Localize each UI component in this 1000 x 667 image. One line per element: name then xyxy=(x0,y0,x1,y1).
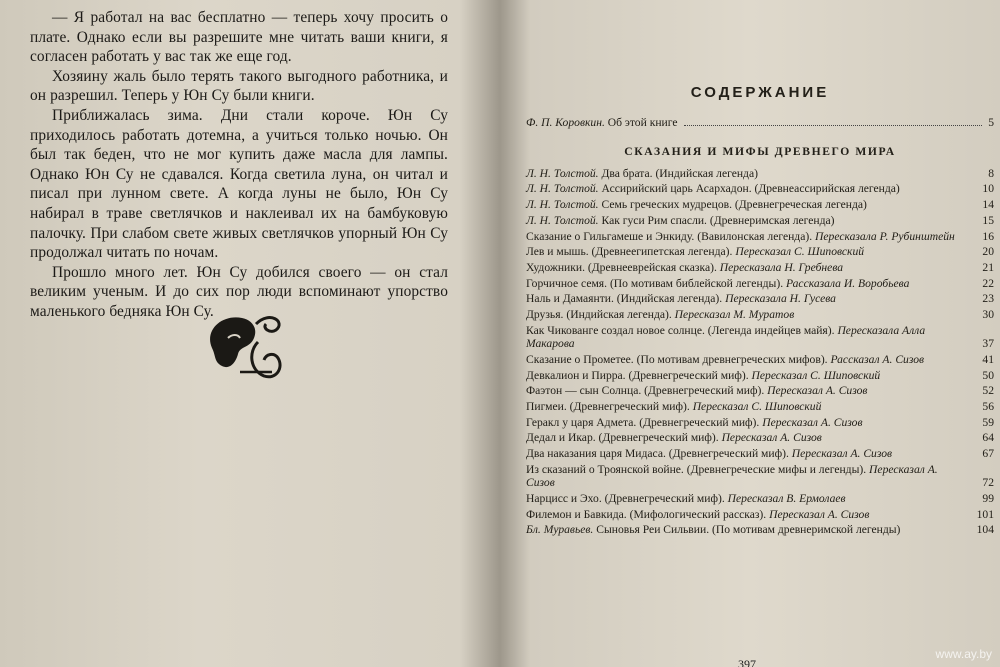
entry-page: 10 xyxy=(982,182,994,196)
toc-entry xyxy=(526,523,994,537)
entry-reteller: Пересказала Р. Рубинштейн xyxy=(815,229,955,243)
toc-entry xyxy=(526,431,994,445)
table-of-contents xyxy=(526,86,994,539)
story-text xyxy=(30,8,448,322)
toc-entry xyxy=(526,324,994,351)
entry-title: Лев и мышь. (Древнеегипетская легенда). xyxy=(526,245,733,259)
entry-page: 101 xyxy=(976,507,994,521)
entry-title: Художники. (Древнееврейская сказка). xyxy=(526,260,717,274)
entry-page: 16 xyxy=(982,229,994,243)
entry-page: 56 xyxy=(982,400,994,413)
entry-author: Л. Н. Толстой. xyxy=(526,213,599,227)
entry-page: 67 xyxy=(982,447,994,461)
entry-reteller: Пересказал С. Шиповский xyxy=(735,245,865,259)
toc-entry xyxy=(526,214,994,228)
entry-page: 72 xyxy=(982,476,994,490)
watermark: www.ay.by xyxy=(935,647,992,661)
toc-entry xyxy=(526,292,994,306)
entry-page: 15 xyxy=(982,213,994,227)
entry-title: Дедал и Икар. (Древнегреческий миф). xyxy=(526,431,719,445)
entry-title: Из сказаний о Троянской войне. (Древнегреческие мифы и легенды). xyxy=(526,462,867,476)
leader-dots xyxy=(684,125,983,126)
entry-page: 99 xyxy=(982,492,994,506)
entry-page: 64 xyxy=(982,431,994,445)
entry-page: 59 xyxy=(982,415,994,429)
entry-title: Пигмеи. (Древнегреческий миф). xyxy=(526,400,690,413)
fern-ornament-icon xyxy=(200,308,286,384)
toc-entry xyxy=(526,277,994,291)
entry-reteller: Пересказала Н. Гребнева xyxy=(719,260,844,274)
entry-reteller: Рассказал А. Сизов xyxy=(830,352,925,366)
entry-page: 50 xyxy=(982,368,994,382)
entry-reteller: Пересказал С. Шиповский xyxy=(751,368,881,382)
entry-page: 14 xyxy=(982,198,994,212)
entry-title: Горчичное семя. (По мотивам библейской легенды). xyxy=(526,276,784,290)
entry-page: 37 xyxy=(982,337,994,351)
toc-entry xyxy=(526,198,994,212)
entry-page: 104 xyxy=(976,523,994,537)
entry-title: Девкалион и Пирра. (Древнегреческий миф). xyxy=(526,368,749,382)
entry-title: Семь греческих мудрецов. (Древнегреческая легенда) xyxy=(601,198,867,212)
entry-page: 23 xyxy=(982,292,994,306)
entry-page: 8 xyxy=(988,166,994,180)
toc-entry xyxy=(526,508,994,522)
toc-entry xyxy=(526,416,994,430)
entry-title: Как Чиковангe создал новое солнце. (Легенда индейцев майя). xyxy=(526,323,835,337)
entry-author: Ф. П. Коровкин. xyxy=(526,115,605,129)
entry-title: Нарцисс и Эхо. (Древнегреческий миф). xyxy=(526,492,725,506)
entry-reteller: Пересказал А. Сизов xyxy=(526,462,938,490)
entry-page: 21 xyxy=(982,260,994,274)
entry-author: Л. Н. Толстой. xyxy=(526,182,599,196)
toc-entry xyxy=(526,492,994,506)
right-page xyxy=(508,0,1000,667)
entry-title: Фаэтон — сын Солнца. (Древнегреческий миф). xyxy=(526,384,765,398)
entry-reteller: Рассказала И. Воробьева xyxy=(786,276,910,290)
entry-reteller: Пересказал С. Шиповский xyxy=(692,400,822,413)
toc-entry xyxy=(526,261,994,275)
entry-reteller: Пересказал А. Сизов xyxy=(721,431,822,445)
entry-reteller: Пересказал М. Муратов xyxy=(674,307,795,321)
entry-page: 20 xyxy=(982,245,994,259)
entry-reteller: Пересказала Алла Макарова xyxy=(526,323,926,351)
toc-entry xyxy=(526,353,994,367)
toc-entry-list xyxy=(526,167,994,537)
toc-entry xyxy=(526,463,994,490)
entry-reteller: Пересказал А. Сизов xyxy=(769,507,870,521)
entry-title: Геракл у царя Адмета. (Древнегреческий миф). xyxy=(526,415,760,429)
entry-title: Два брата. (Индийская легенда) xyxy=(601,166,758,180)
entry-page: 22 xyxy=(982,276,994,290)
entry-title: Как гуси Рим спасли. (Древнеримская легенда) xyxy=(601,213,835,227)
toc-entry xyxy=(526,245,994,259)
entry-reteller: Пересказал В. Ермолаев xyxy=(727,492,846,506)
story-paragraph: Хозяину жаль было терять такого выгодного работника, и он разрешил. Теперь у Юн Су были книги. xyxy=(30,67,448,105)
toc-title: СОДЕРЖАНИЕ xyxy=(690,84,830,101)
story-paragraph: — Я работал на вас бесплатно — теперь хочу просить о плате. Однако если вы разрешите мне читать ваши книги, я согласен работать у вас так же еще год. xyxy=(30,9,448,66)
toc-entry xyxy=(526,369,994,383)
toc-entry xyxy=(526,230,994,244)
entry-author: Л. Н. Толстой. xyxy=(526,198,599,212)
entry-title: Сыновья Реи Сильвии. (По мотивам древнеримской легенды) xyxy=(596,523,901,537)
entry-title: Два наказания царя Мидаса. (Древнегреческий миф). xyxy=(526,447,789,461)
entry-title: Филемон и Бавкида. (Мифологический рассказ). xyxy=(526,507,767,521)
toc-entry xyxy=(526,308,994,322)
entry-page: 5 xyxy=(988,115,994,129)
toc-entry xyxy=(526,400,994,414)
entry-author: Бл. Муравьев. xyxy=(526,523,594,537)
story-paragraph: Прошло много лет. Юн Су добился своего — он стал великим ученым. И до сих пор люди вспоминают упорство маленького бедняка Юн Су. xyxy=(30,263,448,320)
story-paragraph: Приближалась зима. Дни стали короче. Юн Су приходилось работать дотемна, а учиться только ночью. Он был так беден, что не мог купить даже масла для лампы. Однако Юн Су не сдавался. Когда светила луна, он читал и писал при лунном свете. А когда луны не было, Юн Су набирал в траве светлячков и наклеивал их на бамбуковую палочку. При слабом свете живых светлячков упорный Юн Су продолжал читать по ночам. xyxy=(30,106,448,262)
toc-entry xyxy=(526,182,994,196)
toc-entry xyxy=(526,384,994,398)
entry-reteller: Пересказала Н. Гусева xyxy=(725,292,836,306)
entry-title: Об этой книге xyxy=(607,115,678,129)
entry-page: 30 xyxy=(982,307,994,321)
entry-page: 41 xyxy=(982,352,994,366)
toc-entry xyxy=(526,447,994,461)
entry-title: Ассирийский царь Асархадон. (Древнеассирийская легенда) xyxy=(601,182,900,196)
entry-author: Л. Н. Толстой. xyxy=(526,166,599,180)
entry-title: Сказание о Прометее. (По мотивам древнегреческих мифов). xyxy=(526,352,828,366)
entry-reteller: Пересказал А. Сизов xyxy=(791,447,893,461)
page-number: 397 xyxy=(738,657,756,667)
entry-reteller: Пересказал А. Сизов xyxy=(762,415,863,429)
toc-intro-entry xyxy=(526,116,994,130)
entry-title: Сказание о Гильгамеше и Энкиду. (Вавилонская легенда). xyxy=(526,229,813,243)
entry-title: Друзья. (Индийская легенда). xyxy=(526,307,672,321)
entry-title: Наль и Дамаянти. (Индийская легенда). xyxy=(526,292,723,306)
entry-reteller: Пересказал А. Сизов xyxy=(767,384,868,398)
entry-page: 52 xyxy=(982,384,994,398)
section-title: СКАЗАНИЯ И МИФЫ ДРЕВНЕГО МИРА xyxy=(624,145,896,159)
toc-entry xyxy=(526,167,994,181)
